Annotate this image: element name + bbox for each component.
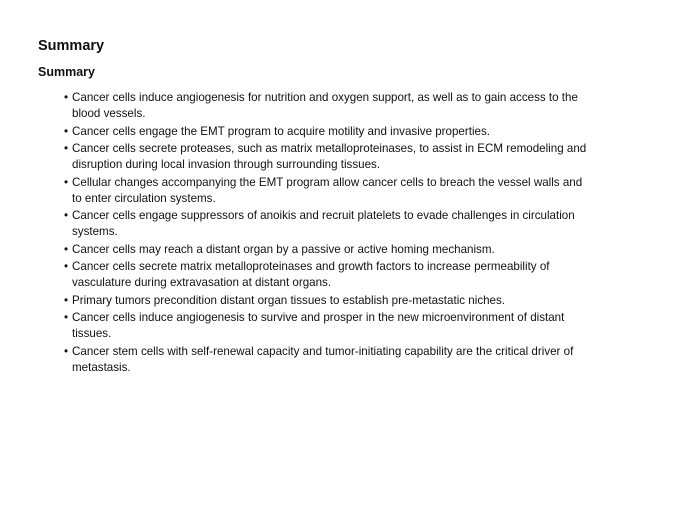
bullet-item (64, 208, 594, 240)
bullet-item (64, 344, 594, 376)
bullet-text: Cancer stem cells with self-renewal capacity and tumor-initiating capability are the critical driver of metastasis. (72, 344, 574, 374)
bullet-marker: • (64, 142, 69, 155)
bullet-item (64, 175, 594, 207)
bullet-text: Cancer cells may reach a distant organ by a passive or active homing mechanism. (72, 242, 495, 256)
bullet-item (64, 124, 594, 140)
bullet-text: Cancer cells secrete proteases, such as matrix metalloproteinases, to assist in ECM remodeling and disruption during local invasion through surrounding tissues. (72, 142, 587, 171)
bullet-text: Cellular changes accompanying the EMT program allow cancer cells to breach the vessel walls and to enter circulation systems. (72, 175, 583, 205)
bullet-marker: • (64, 175, 69, 189)
bullet-item (64, 259, 594, 291)
bullet-item (64, 310, 594, 342)
bullet-text: Cancer cells induce angiogenesis to survive and prosper in the new microenvironment of distant tissues. (72, 311, 565, 340)
document-title: Summary (38, 38, 105, 54)
bullet-marker: • (64, 293, 69, 307)
bullet-item (64, 242, 594, 258)
bullet-marker: • (64, 311, 69, 324)
section-title: Summary (38, 65, 95, 79)
bullet-item (64, 141, 594, 173)
bullet-text: Primary tumors precondition distant organ tissues to establish pre-metastatic niches. (72, 293, 506, 307)
bullet-text: Cancer cells induce angiogenesis for nutrition and oxygen support, as well as to gain access to the blood vessels. (72, 91, 578, 120)
summary-bullet-list (64, 90, 594, 377)
bullet-marker: • (64, 91, 69, 104)
bullet-marker: • (64, 242, 69, 256)
bullet-item (64, 90, 594, 122)
bullet-marker: • (64, 124, 69, 138)
bullet-text: Cancer cells secrete matrix metalloproteinases and growth factors to increase permeability of vasculature during extravasation at distant organs. (72, 260, 550, 289)
bullet-text: Cancer cells engage the EMT program to acquire motility and invasive properties. (72, 124, 491, 138)
bullet-marker: • (64, 260, 69, 273)
bullet-item (64, 293, 594, 309)
bullet-text: Cancer cells engage suppressors of anoikis and recruit platelets to evade challenges in circulation systems. (72, 209, 575, 238)
bullet-marker: • (64, 344, 69, 358)
bullet-marker: • (64, 209, 69, 222)
